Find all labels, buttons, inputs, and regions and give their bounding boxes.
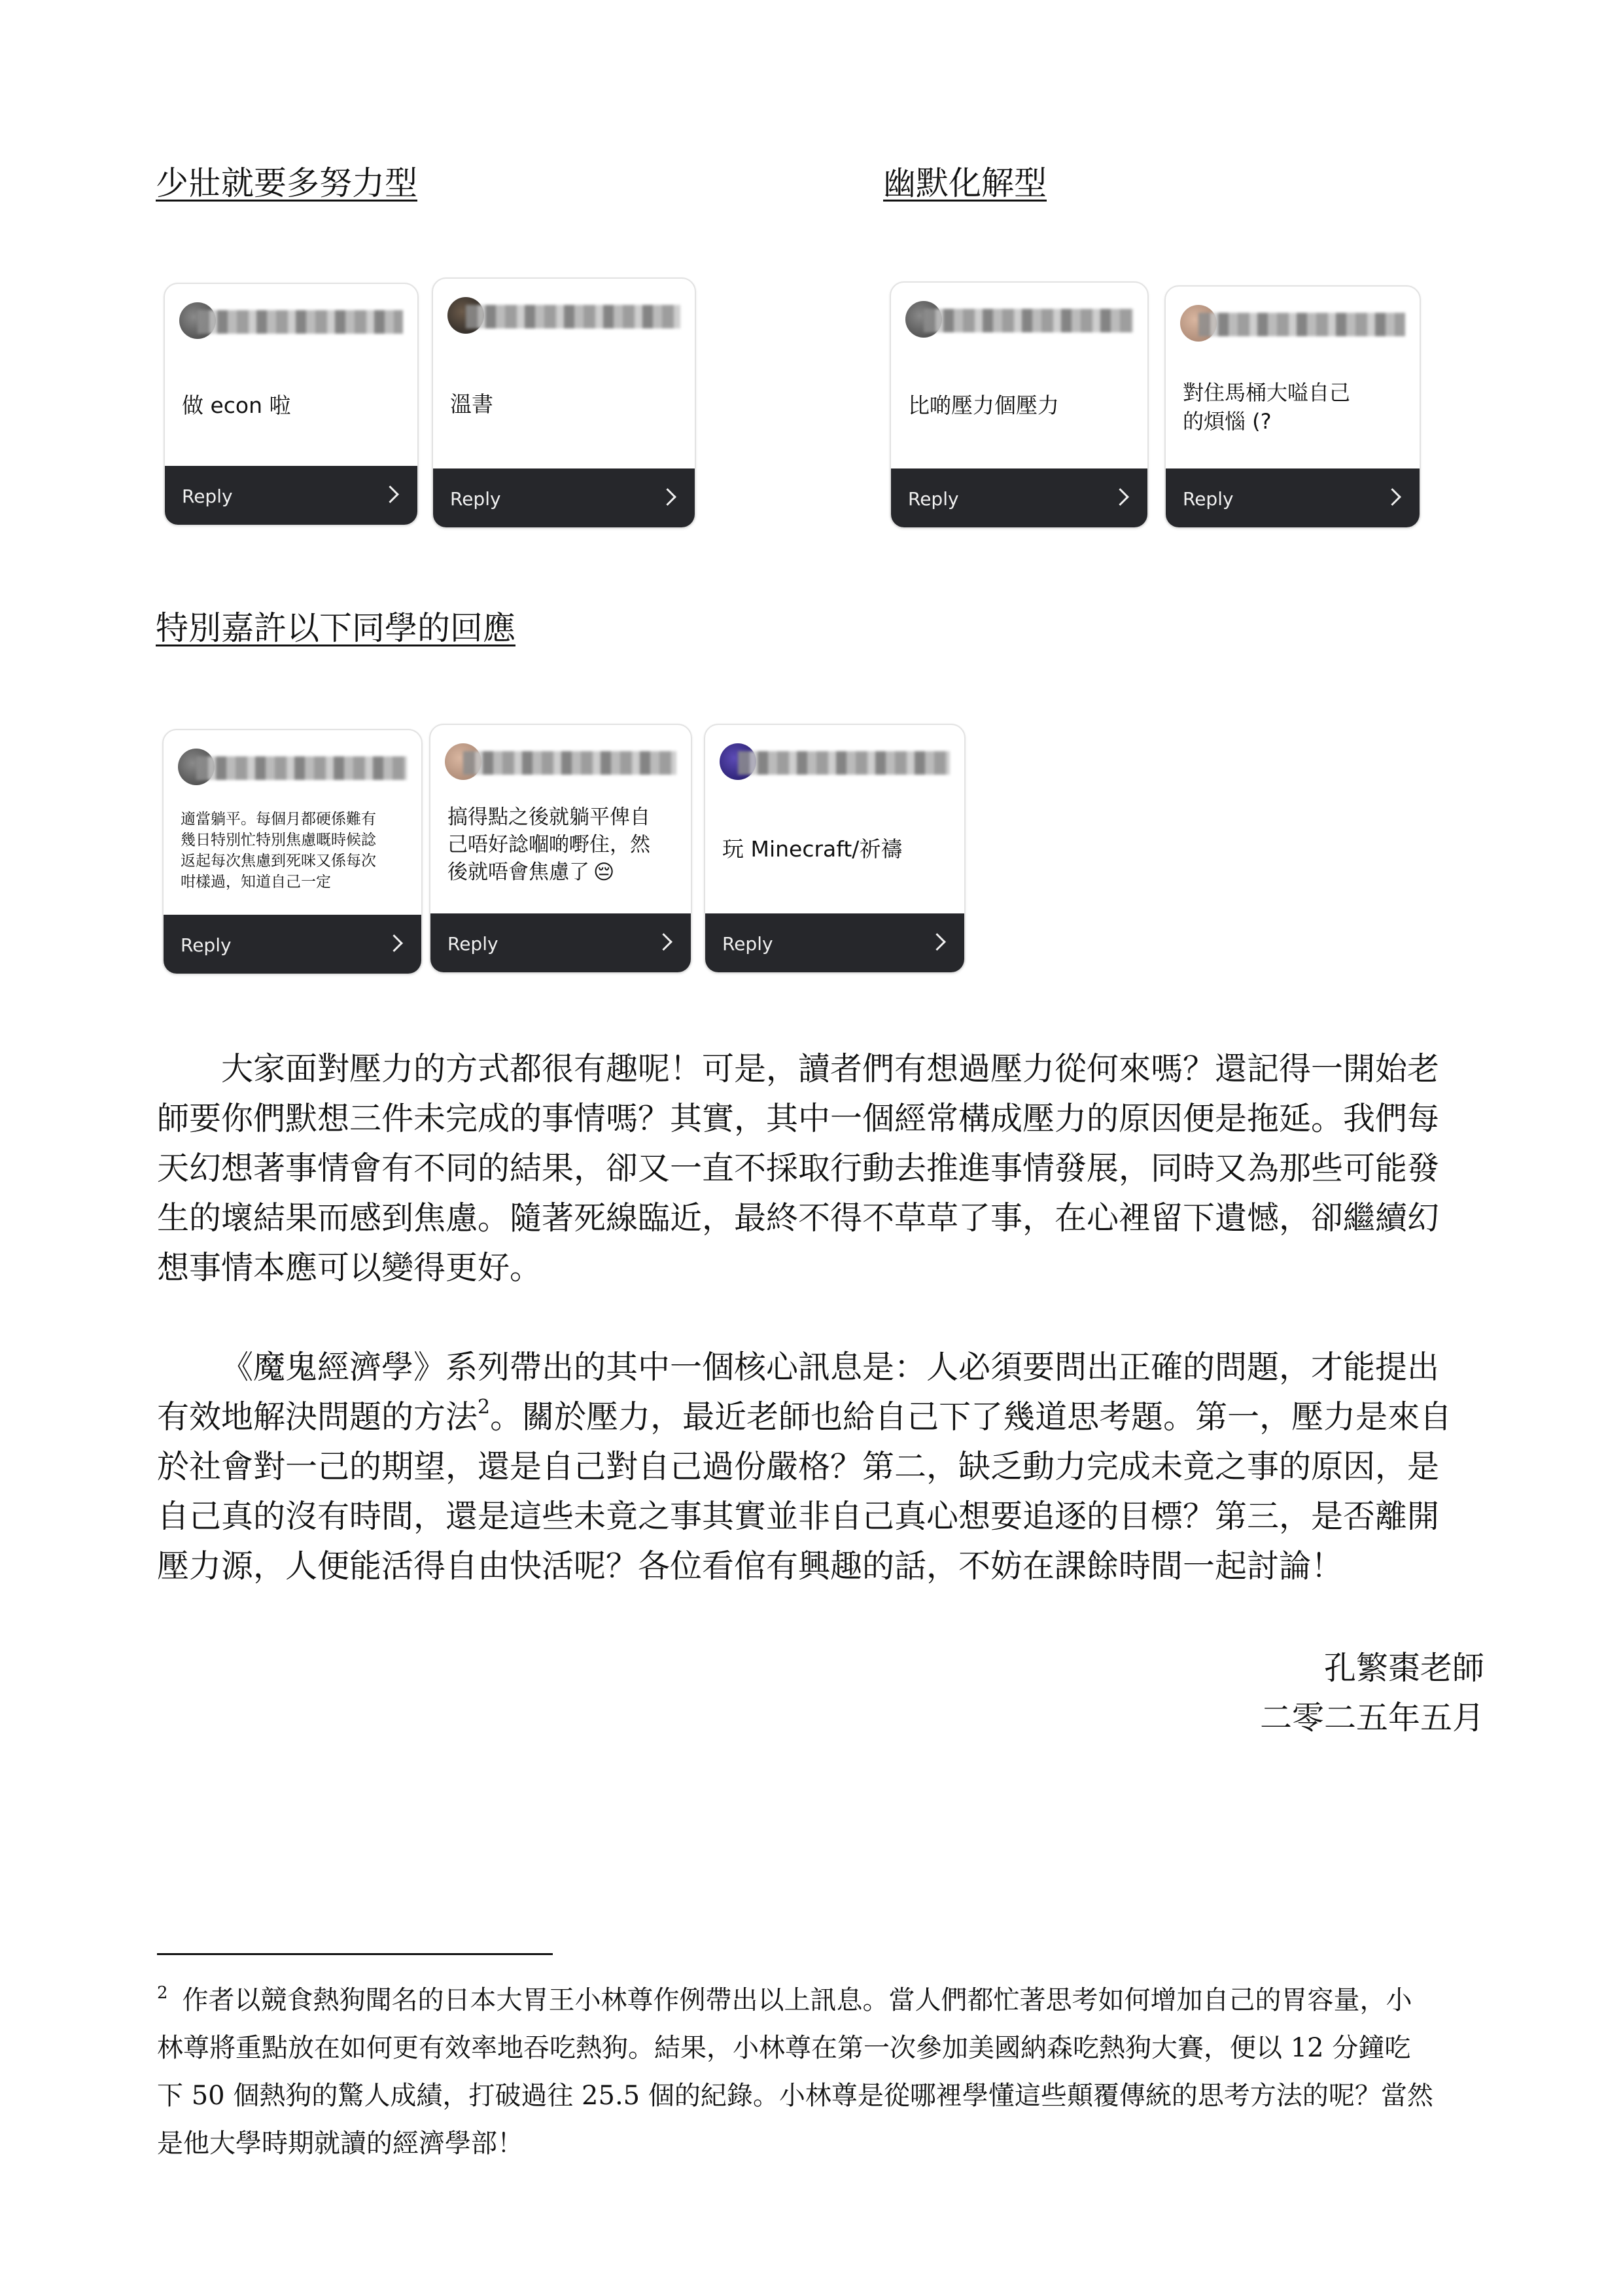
- reply-label: Reply: [1183, 488, 1234, 510]
- response-text-line: 返起每次焦慮到死咪又係每次: [181, 853, 376, 870]
- card-header: [178, 749, 407, 785]
- response-text: [447, 804, 674, 886]
- card-header: [445, 743, 676, 780]
- reply-label: Reply: [447, 933, 498, 955]
- paragraph-line-part: 。關於壓力，最近老師也給自己下了幾道思考題。第一，壓力是來自: [490, 1398, 1452, 1436]
- footnote-line: 是他大學時期就讀的經濟學部！: [157, 2128, 523, 2159]
- reply-label: Reply: [722, 933, 773, 955]
- chevron-right-icon: [928, 933, 946, 951]
- footnote: [157, 1969, 1478, 2168]
- blurred-username: [196, 756, 407, 780]
- response-text: 溫書: [450, 391, 493, 417]
- chevron-right-icon: [385, 934, 403, 952]
- response-text-line-content: 後就唔會焦慮了: [447, 860, 589, 884]
- response-text-line: 己唔好諗嗰啲嘢住，然: [447, 833, 650, 857]
- signature-name: 孔繁棗老師: [1323, 1650, 1484, 1687]
- paragraph-line: [157, 1392, 1485, 1442]
- reply-button[interactable]: [891, 468, 1147, 527]
- chevron-right-icon: [655, 933, 672, 951]
- reply-button[interactable]: [705, 913, 964, 972]
- reply-label: Reply: [181, 934, 232, 956]
- response-card: [162, 729, 423, 975]
- blurred-username: [198, 310, 403, 334]
- chevron-right-icon: [1111, 488, 1129, 506]
- footnote-line: 下 50 個熱狗的驚人成績，打破過往 25.5 個的紀錄。小林尊是從哪裡學懂這些顛覆傳統的思考方法的呢？當然: [157, 2081, 1433, 2111]
- paragraph-line-part: 有效地解決問題的方法: [157, 1398, 478, 1436]
- response-text: [181, 809, 404, 892]
- section-heading-humor: 幽默化解型: [883, 164, 1047, 202]
- reply-button[interactable]: [165, 466, 417, 525]
- footnote-line: 林尊將重點放在如何更有效率地吞吃熱狗。結果，小林尊在第一次參加美國納森吃熱狗大賽，便以 12 分鐘吃: [157, 2033, 1411, 2063]
- paragraph-line: 生的壞結果而感到焦慮。隨著死線臨近，最終不得不草草了事，在心裡留下遺憾，卻繼續幻: [157, 1199, 1440, 1237]
- footnote-line-content: 作者以競食熱狗聞名的日本大胃王小林尊作例帶出以上訊息。當人們都忙著思考如何增加自己的胃容量，小: [182, 1985, 1412, 2015]
- blurred-username: [466, 305, 680, 328]
- response-text-line: 幾日特別忙特別焦慮嘅時候諗: [181, 832, 376, 849]
- response-text: 做 econ 啦: [182, 393, 291, 418]
- blurred-username: [738, 751, 950, 775]
- paragraph-line: 壓力源，人便能活得自由快活呢？各位看倌有興趣的話，不妨在課餘時間一起討論！: [157, 1547, 1344, 1585]
- pensive-face-emoji-icon: 😔: [593, 860, 615, 884]
- reply-label: Reply: [182, 486, 233, 507]
- response-text: [1183, 378, 1403, 436]
- footnote-divider: [157, 1953, 553, 1955]
- footnote-number: 2: [157, 1983, 168, 2003]
- card-header: [447, 297, 680, 334]
- paragraph-line: 師要你們默想三件未完成的事情嗎？其實，其中一個經常構成壓力的原因便是拖延。我們每: [157, 1100, 1440, 1137]
- paragraph-line: 天幻想著事情會有不同的結果，卻又一直不採取行動去推進事情發展，同時又為那些可能發: [157, 1150, 1440, 1187]
- footnote-reference[interactable]: 2: [478, 1396, 491, 1419]
- response-text-line: 搞得點之後就躺平俾自: [447, 805, 650, 829]
- response-card: [1164, 285, 1421, 529]
- response-card: [164, 283, 419, 526]
- chevron-right-icon: [659, 488, 676, 506]
- reply-button[interactable]: [430, 913, 691, 972]
- reply-label: Reply: [450, 488, 501, 510]
- section-heading-commendation: 特別嘉許以下同學的回應: [156, 609, 515, 647]
- blurred-username: [1198, 313, 1405, 336]
- response-text-line: [447, 858, 674, 886]
- chevron-right-icon: [1384, 488, 1401, 506]
- paragraph-line: 想事情本應可以變得更好。: [157, 1249, 542, 1286]
- blurred-username: [463, 751, 676, 775]
- response-card: [432, 277, 696, 529]
- blurred-username: [924, 309, 1133, 332]
- section-heading-hardworking: 少壯就要多努力型: [156, 164, 417, 202]
- response-text-line: 適當躺平。每個月都硬係難有: [181, 811, 376, 828]
- paragraph-stress-origin: [157, 1044, 1485, 1293]
- card-header: [720, 743, 950, 780]
- response-text-line: 的煩惱 (?: [1183, 409, 1272, 434]
- reply-button[interactable]: [1166, 468, 1420, 527]
- reply-button[interactable]: [433, 468, 695, 527]
- paragraph-line: 《魔鬼經濟學》系列帶出的其中一個核心訊息是：人必須要問出正確的問題，才能提出: [221, 1349, 1440, 1386]
- response-card: [890, 281, 1149, 529]
- signature-date: 二零二五年五月: [1259, 1699, 1484, 1737]
- paragraph-freakonomics: [157, 1343, 1485, 1591]
- response-text: 玩 Minecraft/祈禱: [722, 836, 903, 862]
- card-header: [1180, 305, 1405, 342]
- reply-label: Reply: [908, 488, 959, 510]
- card-header: [905, 301, 1133, 338]
- chevron-right-icon: [381, 486, 399, 503]
- paragraph-line: 大家面對壓力的方式都很有趣呢！可是，讀者們有想過壓力從何來嗎？還記得一開始老: [221, 1050, 1440, 1087]
- response-text-line: 對住馬桶大嗌自己: [1183, 380, 1351, 405]
- response-text: 比啲壓力個壓力: [908, 393, 1059, 418]
- paragraph-line: 自己真的沒有時間，還是這些未竟之事其實並非自己真心想要追逐的目標？第三，是否離開: [157, 1498, 1440, 1535]
- card-header: [179, 302, 403, 339]
- response-card: [429, 724, 692, 974]
- reply-button[interactable]: [164, 915, 421, 974]
- response-text-line: 咁樣過，知道自己一定: [181, 874, 331, 891]
- footnote-line: [157, 1969, 1478, 2024]
- response-card: [704, 724, 966, 974]
- paragraph-line: 於社會對一己的期望，還是自己對自己過份嚴格？第二，缺乏動力完成未竟之事的原因，是: [157, 1448, 1440, 1485]
